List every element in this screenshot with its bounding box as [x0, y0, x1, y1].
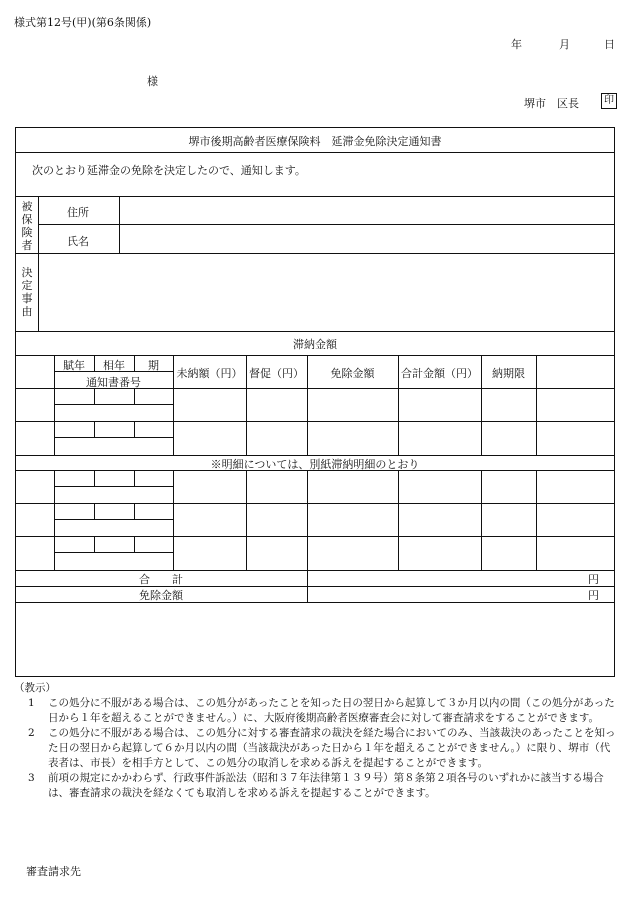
divider [54, 437, 173, 438]
divider [54, 519, 173, 520]
divider [38, 196, 39, 331]
divider [38, 224, 615, 225]
divider [246, 470, 247, 570]
divider [134, 536, 135, 552]
name-label: 氏名 [67, 235, 89, 248]
instruction-item [14, 726, 620, 771]
divider [15, 602, 615, 603]
divider [15, 331, 615, 332]
intro-text: 次のとおり延滞金の免除を決定したので、通知します。 [32, 164, 306, 177]
instruction-text: この処分に不服がある場合は、この処分があったことを知った日の翌日から起算して３か月以内の間（この処分があった日から１年を超えることができません。）に、大阪府後期高齢者医療審査会に対して審査請求をすることができます。 [48, 697, 615, 724]
detail-note: ※明細については、別紙滞納明細のとおり [210, 458, 420, 471]
divider [398, 470, 399, 570]
divider [15, 388, 615, 389]
reason-label: 決定事由 [21, 266, 33, 318]
instruction-item [14, 771, 620, 801]
form-title: 堺市後期高齢者医療保険料 延滞金免除決定通知書 [188, 135, 442, 148]
col-total: 合計金額（円） [401, 367, 478, 380]
col-fiscal-year: 賦年 [63, 359, 85, 372]
recipient-suffix: 様 [147, 75, 158, 88]
divider [536, 355, 537, 455]
section-title: 滞納金額 [293, 338, 337, 351]
divider [15, 152, 615, 153]
instruction-number: 3 [28, 772, 35, 784]
instructions-heading: （教示） [14, 682, 56, 694]
divider [134, 421, 135, 437]
form-id: 様式第12号(甲)(第6条関係) [14, 16, 152, 29]
instruction-text: 前項の規定にかかわらず、行政事件訴訟法（昭和３７年法律第１３９号）第８条第２項各号のいずれかに該当する場合は、審査請求の裁決を経なくても取消しを求める訴えを提起することができます。 [48, 772, 604, 799]
divider [54, 552, 173, 553]
divider [94, 421, 95, 437]
seal-mark: 印 [601, 93, 617, 109]
divider [134, 503, 135, 519]
col-relative-year: 相年 [103, 359, 125, 372]
divider [15, 253, 615, 254]
total-label: 合 計 [139, 573, 183, 586]
divider [94, 536, 95, 552]
date-year-label: 年 [511, 38, 522, 51]
divider [134, 388, 135, 404]
col-period: 期 [148, 359, 159, 372]
divider [15, 196, 615, 197]
insured-label: 被保険者 [21, 200, 33, 252]
col-reminder: 督促（円） [249, 367, 304, 380]
divider [536, 470, 537, 570]
col-due: 納期限 [492, 367, 525, 380]
divider [94, 470, 95, 486]
issuer-title: 区長 [557, 97, 579, 110]
instructions [14, 681, 620, 801]
divider [15, 421, 615, 422]
divider [481, 470, 482, 570]
divider [15, 536, 615, 537]
divider [94, 388, 95, 404]
instruction-item [14, 696, 620, 726]
divider [54, 486, 173, 487]
divider [173, 470, 174, 570]
divider [15, 503, 615, 504]
address-label: 住所 [67, 206, 89, 219]
appeal-label: 審査請求先 [26, 865, 81, 878]
col-notice-number: 通知書番号 [86, 376, 141, 389]
date-day-label: 日 [604, 38, 615, 51]
instruction-text: この処分に不服がある場合は、この処分に対する審査請求の裁決を経た場合においてのみ、当該裁決のあったことを知った日の翌日から起算して６か月以内の間（当該裁決があった日から１年を超えることができません。）に限り、堺市（代表者は、市長）を相手方として、この処分の取消しを求める訴えを提起することができます。 [48, 727, 616, 769]
total-yen: 円 [588, 573, 599, 586]
divider [54, 404, 173, 405]
date-month-label: 月 [559, 38, 570, 51]
instruction-number: 1 [28, 697, 35, 709]
exempt-total-yen: 円 [588, 589, 599, 602]
divider [15, 355, 615, 356]
issuer-city: 堺市 [524, 97, 546, 110]
col-exempt: 免除金額 [330, 367, 375, 380]
divider [15, 470, 615, 471]
instruction-number: 2 [28, 727, 35, 739]
col-unpaid: 未納額（円） [176, 367, 243, 380]
divider [54, 470, 55, 570]
exempt-total-label: 免除金額 [139, 589, 183, 602]
divider [94, 503, 95, 519]
divider [134, 470, 135, 486]
